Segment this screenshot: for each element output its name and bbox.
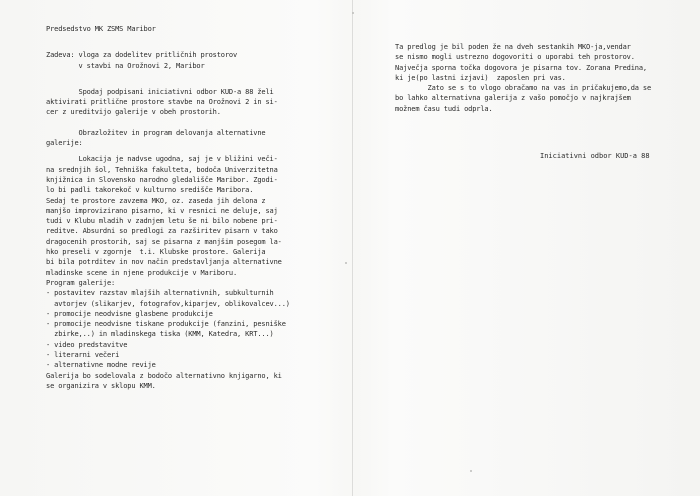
text-line: dragocenih prostorih, saj se pisarna z manjšim posegom la-	[46, 237, 282, 246]
text-line: možnem času tudi odprla.	[395, 104, 493, 113]
list-item: - video predstavitve	[46, 340, 128, 349]
text-line: Zato se s to vlogo obračamo na vas in pričakujemo,da se	[395, 84, 652, 93]
text-line: se organizira v sklopu KMM.	[46, 381, 156, 390]
text-line: na srednjih šol, Tehniška fakulteta, bodoča Univerzitetna	[46, 165, 278, 174]
text-line: ki je(po lastni izjavi) zaposlen pri vas.	[395, 73, 566, 82]
text-line: lo bi padli takorekoč v kulturno središče Maribora.	[46, 186, 254, 195]
text-line: se nismo mogli ustrezno dogovoriti o uporabi teh prostorov.	[395, 53, 635, 62]
right-paragraph-2	[395, 83, 685, 114]
page-fold	[352, 0, 353, 496]
subject-line: Zadeva: vloga za dodelitev pritličnih prostorov	[46, 51, 238, 60]
punch-dot	[352, 12, 354, 14]
subject-block	[46, 50, 346, 71]
text-line: mladinske scene in njene produkcije v Mariboru.	[46, 268, 238, 277]
text-line: reditve. Absurdni so predlogi za razširitev pisarn v tako	[46, 227, 278, 236]
subject-line: v stavbi na Orožnovi 2, Maribor	[46, 61, 205, 70]
text-line: hko preseli v zgornje t.i. Klubske prostore. Galerija	[46, 248, 266, 257]
text-line: galerije:	[46, 139, 83, 148]
text-line: tudi v Klubu mladih v zadnjem letu še ni bilo nobene pri-	[46, 217, 278, 226]
program-heading: Program galerije:	[46, 278, 116, 287]
text-line: aktivirati pritlične prostore stavbe na Orožnovi 2 in si-	[46, 98, 278, 107]
text-line: bo lahko alternativna galerija z vašo pomočjo v najkrajšem	[395, 94, 631, 103]
text-line: Lokacija je nadvse ugodna, saj je v bližini veči-	[46, 155, 278, 164]
text-line: Sedaj te prostore zavzema MKO, oz. zaseda jih delona z	[46, 196, 266, 205]
text-line: bi bila potrditev in nov način predstavljanja alternativne	[46, 258, 282, 267]
signature: Iniciativni odbor KUD-a 88	[540, 152, 650, 160]
right-paragraph-1	[395, 42, 685, 83]
text-line: Največja sporna točka dogovora je pisarna tov. Zorana Predina,	[395, 63, 647, 72]
text-line: Ta predlog je bil poden že na dveh sestankih MKO-ja,vendar	[395, 43, 631, 51]
left-page	[46, 24, 346, 391]
letter-header: Predsedstvo MK ZSMS Maribor	[46, 25, 156, 33]
text-line: knjižnica in Slovensko narodno gledališče Maribor. Zgodi-	[46, 175, 278, 184]
list-item: - promocije neodvisne glasbene produkcije	[46, 309, 213, 318]
punch-dot	[470, 470, 472, 472]
text-line: Galerija bo sodelovala z bodočo alternativno knjigarno, ki	[46, 371, 282, 380]
body-paragraph	[46, 154, 346, 278]
text-line: cer z ureditvijo galerije v obeh prostorih.	[46, 108, 221, 117]
closing-paragraph	[46, 371, 346, 392]
program-list	[46, 288, 346, 370]
rationale-heading	[46, 128, 346, 149]
right-page	[395, 42, 685, 114]
list-item: - promocije neodvisne tiskane produkcije (fanzini, pesniške	[46, 320, 286, 329]
text-line: manjšo improvizirano pisarno, ki v resnici ne deluje, saj	[46, 206, 278, 215]
list-item: - literarni večeri	[46, 351, 120, 360]
list-item: - alternativne modne revije	[46, 361, 156, 370]
list-item: - postavitev razstav mlajših alternativnih, subkulturnih	[46, 289, 274, 298]
intro-paragraph	[46, 87, 346, 118]
list-item: avtorjev (slikarjev, fotografov,kiparjev, oblikovalcev...)	[46, 299, 290, 308]
list-item: zbirke,..) in mladinskega tiska (KMM, Katedra, KRT...)	[46, 330, 274, 339]
text-line: Obrazložitev in program delovanja alternativne	[46, 128, 266, 137]
text-line: Spodaj podpisani iniciativni odbor KUD-a 88 želi	[46, 87, 274, 96]
